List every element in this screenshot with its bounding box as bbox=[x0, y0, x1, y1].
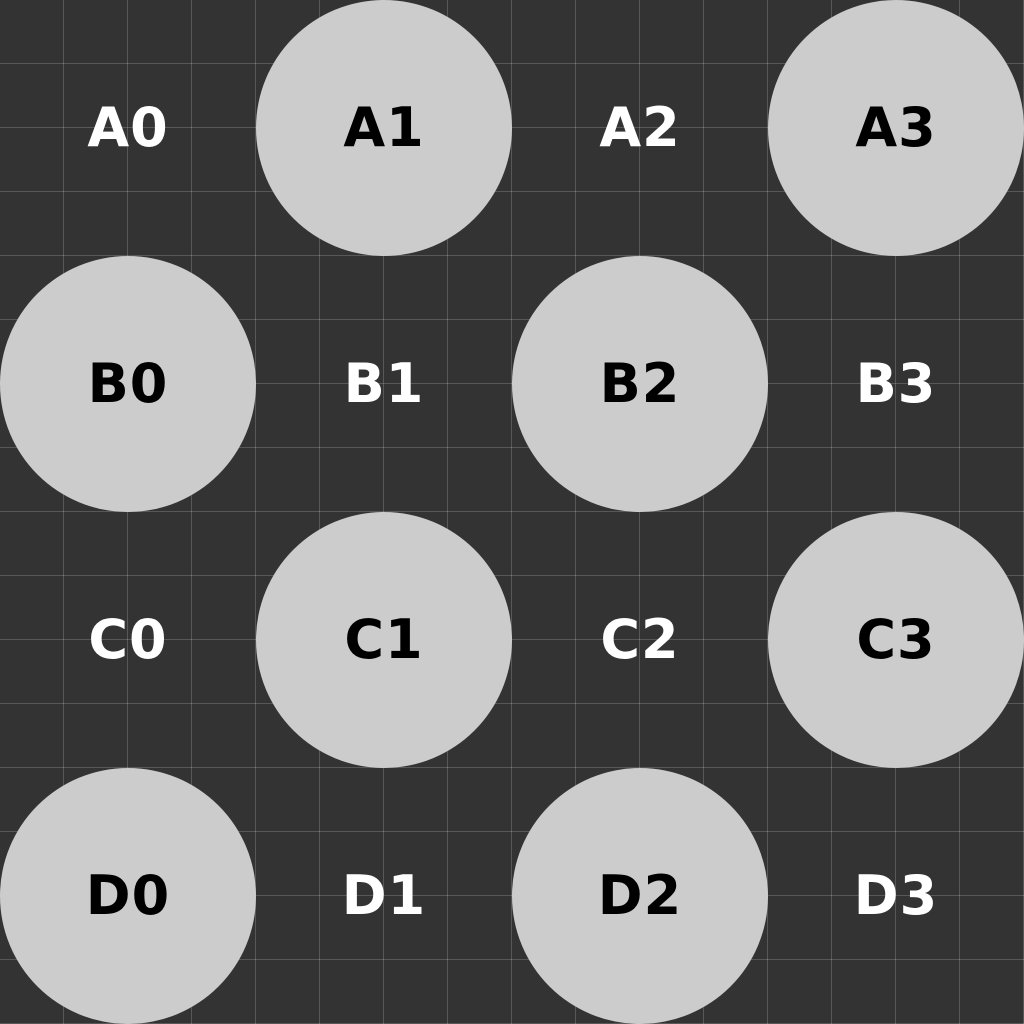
cell-a3 bbox=[768, 0, 1024, 256]
cell-d0 bbox=[0, 768, 256, 1024]
cell-label: A3 bbox=[855, 96, 937, 159]
cell-label: B0 bbox=[87, 352, 169, 415]
cell-a2 bbox=[512, 0, 768, 256]
cell-label: A2 bbox=[599, 96, 681, 159]
cell-label: D3 bbox=[853, 864, 939, 927]
cell-label: C1 bbox=[344, 608, 424, 671]
cell-label: B3 bbox=[855, 352, 937, 415]
cell-c3 bbox=[768, 512, 1024, 768]
cell-label: B2 bbox=[599, 352, 681, 415]
cell-label: C3 bbox=[856, 608, 936, 671]
cell-c2 bbox=[512, 512, 768, 768]
cell-d2 bbox=[512, 768, 768, 1024]
cell-label: B1 bbox=[343, 352, 425, 415]
cell-d1 bbox=[256, 768, 512, 1024]
cell-label: D2 bbox=[597, 864, 683, 927]
cell-label: C2 bbox=[600, 608, 680, 671]
cell-c1 bbox=[256, 512, 512, 768]
cell-a0 bbox=[0, 0, 256, 256]
cell-label: D0 bbox=[85, 864, 171, 927]
cell-b3 bbox=[768, 256, 1024, 512]
cell-label: D1 bbox=[341, 864, 427, 927]
cell-b2 bbox=[512, 256, 768, 512]
cell-d3 bbox=[768, 768, 1024, 1024]
cell-label: A1 bbox=[343, 96, 425, 159]
cell-b1 bbox=[256, 256, 512, 512]
cell-c0 bbox=[0, 512, 256, 768]
cell-b0 bbox=[0, 256, 256, 512]
cell-a1 bbox=[256, 0, 512, 256]
cell-label: A0 bbox=[87, 96, 169, 159]
cell-label: C0 bbox=[88, 608, 168, 671]
